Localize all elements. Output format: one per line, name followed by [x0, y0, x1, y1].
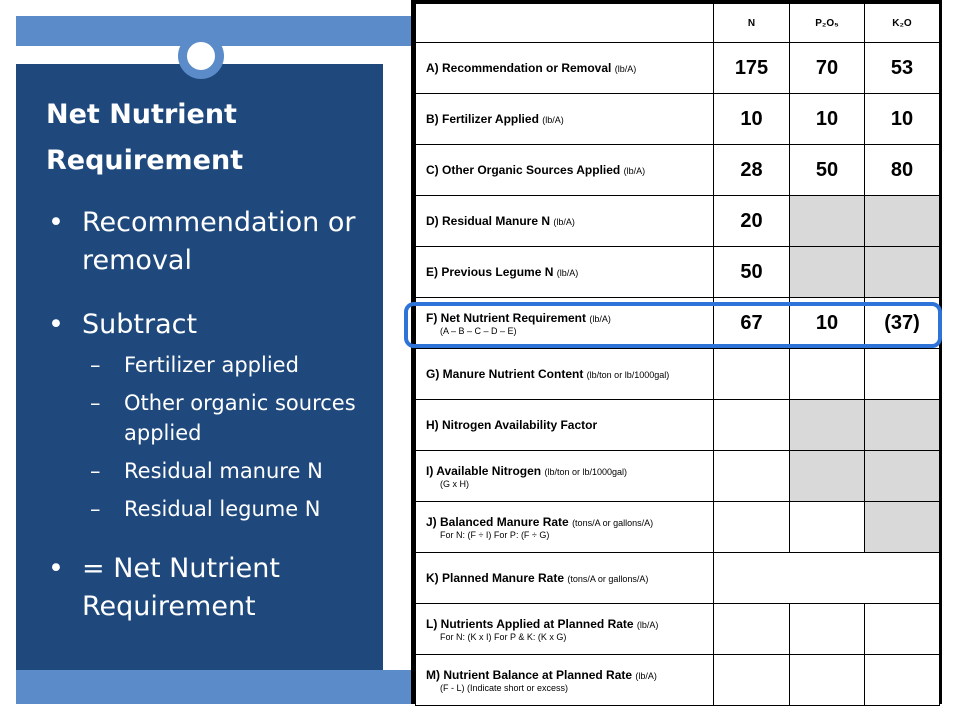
value-cell [790, 451, 865, 502]
row-formula-note: For N: (F ÷ I) For P: (F ÷ G) [440, 529, 550, 540]
row-formula-note: (A – B – C – D – E) [440, 325, 517, 336]
table-row [416, 655, 940, 706]
highlight-row-f-outline [404, 302, 942, 348]
value-cell: 28 [714, 145, 790, 196]
row-formula-note: For N: (K x I) For P & K: (K x G) [440, 631, 567, 642]
header-p2o5: P₂O₅ [790, 4, 865, 43]
value-cell: 10 [790, 94, 865, 145]
value-cell [714, 604, 790, 655]
value-cell: 175 [714, 43, 790, 94]
nutrient-table-frame [411, 0, 942, 704]
value-cell [790, 604, 865, 655]
row-label [416, 502, 714, 553]
row-unit: (lb/A) [556, 268, 579, 278]
value-cell [865, 247, 940, 298]
value-cell [790, 196, 865, 247]
row-label-text: A) Recommendation or Removal [426, 61, 612, 75]
row-unit: (lb/ton or lb/1000gal) [544, 466, 628, 477]
row-label-text: L) Nutrients Applied at Planned Rate [426, 616, 634, 631]
row-label [416, 451, 714, 502]
row-label-text: F) Net Nutrient Requirement [426, 310, 587, 325]
row-unit: (lb/A) [636, 619, 659, 630]
row-label-text: J) Balanced Manure Rate [426, 514, 569, 529]
row-label [416, 43, 714, 94]
table-row [416, 247, 940, 298]
decorative-circle-inner [184, 39, 218, 73]
value-cell [714, 502, 790, 553]
value-cell: 10 [790, 298, 865, 349]
value-cell: 20 [714, 196, 790, 247]
row-label [416, 196, 714, 247]
row-label-text: M) Nutrient Balance at Planned Rate [426, 667, 633, 682]
value-cell: 10 [714, 94, 790, 145]
row-label-text: I) Available Nitrogen [426, 463, 542, 478]
row-label [416, 349, 714, 400]
value-cell [790, 247, 865, 298]
value-cell [790, 502, 865, 553]
sub-bullet-item: – Residual legume N [46, 494, 376, 524]
value-cell: (37) [865, 298, 940, 349]
bullet-item: • = Net Nutrient Requirement [46, 550, 376, 626]
row-label [416, 655, 714, 706]
value-cell [714, 349, 790, 400]
value-cell [865, 451, 940, 502]
row-label-text: C) Other Organic Sources Applied [426, 163, 621, 177]
value-cell [865, 400, 940, 451]
row-unit: (tons/A or gallons/A) [567, 574, 649, 584]
value-cell [790, 655, 865, 706]
row-label [416, 400, 714, 451]
row-label-text: H) Nitrogen Availability Factor [426, 418, 598, 432]
table-row [416, 349, 940, 400]
row-label [416, 94, 714, 145]
bullet-list [46, 204, 376, 626]
table-row [416, 502, 940, 553]
table-row [416, 94, 940, 145]
table-row [416, 145, 940, 196]
value-cell [865, 349, 940, 400]
row-label-text: G) Manure Nutrient Content [426, 367, 584, 381]
value-cell [714, 400, 790, 451]
slide-title: Net Nutrient Requirement [46, 99, 244, 176]
value-cell: 80 [865, 145, 940, 196]
sub-bullet-item: – Other organic sources applied [46, 388, 376, 448]
value-cell: 67 [714, 298, 790, 349]
row-unit: (lb/A) [614, 64, 637, 74]
row-unit: (lb/ton or lb/1000gal) [586, 370, 670, 380]
header-n: N [714, 4, 790, 43]
table-row [416, 400, 940, 451]
content-panel [16, 64, 383, 670]
value-cell [790, 400, 865, 451]
value-cell: 70 [790, 43, 865, 94]
bullet-item: • Subtract [46, 306, 376, 344]
row-label [416, 247, 714, 298]
row-unit: (lb/A) [635, 670, 657, 681]
value-cell: 53 [865, 43, 940, 94]
value-cell: 50 [714, 247, 790, 298]
row-formula-note: (F - L) (Indicate short or excess) [440, 682, 569, 693]
row-label [416, 553, 714, 604]
row-label-text: D) Residual Manure N [426, 214, 551, 228]
value-cell [714, 655, 790, 706]
row-label-text: K) Planned Manure Rate [426, 571, 565, 585]
value-cell [865, 655, 940, 706]
row-unit: (lb/A) [542, 115, 564, 125]
sub-bullet-item: – Residual manure N [46, 456, 376, 486]
value-cell: 50 [790, 145, 865, 196]
row-unit: (lb/A) [553, 217, 575, 227]
table-row [416, 553, 940, 604]
header-k2o: K₂O [865, 4, 940, 43]
row-formula-note: (G x H) [440, 478, 469, 489]
row-unit: (lb/A) [623, 166, 646, 176]
row-unit: (lb/A) [589, 313, 611, 324]
row-label-text: B) Fertilizer Applied [426, 112, 539, 126]
nutrient-table [415, 3, 940, 706]
value-cell [714, 451, 790, 502]
row-label [416, 604, 714, 655]
bullet-item: • Recommendation or removal [46, 204, 376, 280]
value-cell [714, 553, 940, 604]
table-row [416, 43, 940, 94]
table-row [416, 196, 940, 247]
value-cell [865, 604, 940, 655]
table-header-row [416, 4, 940, 43]
row-label [416, 145, 714, 196]
value-cell [865, 196, 940, 247]
table-row [416, 451, 940, 502]
sub-bullet-item: – Fertilizer applied [46, 350, 376, 380]
value-cell: 10 [865, 94, 940, 145]
value-cell [790, 349, 865, 400]
header-blank [416, 4, 714, 43]
table-row [416, 604, 940, 655]
row-label-text: E) Previous Legume N [426, 265, 554, 279]
value-cell [865, 502, 940, 553]
row-unit: (tons/A or gallons/A) [572, 517, 654, 528]
